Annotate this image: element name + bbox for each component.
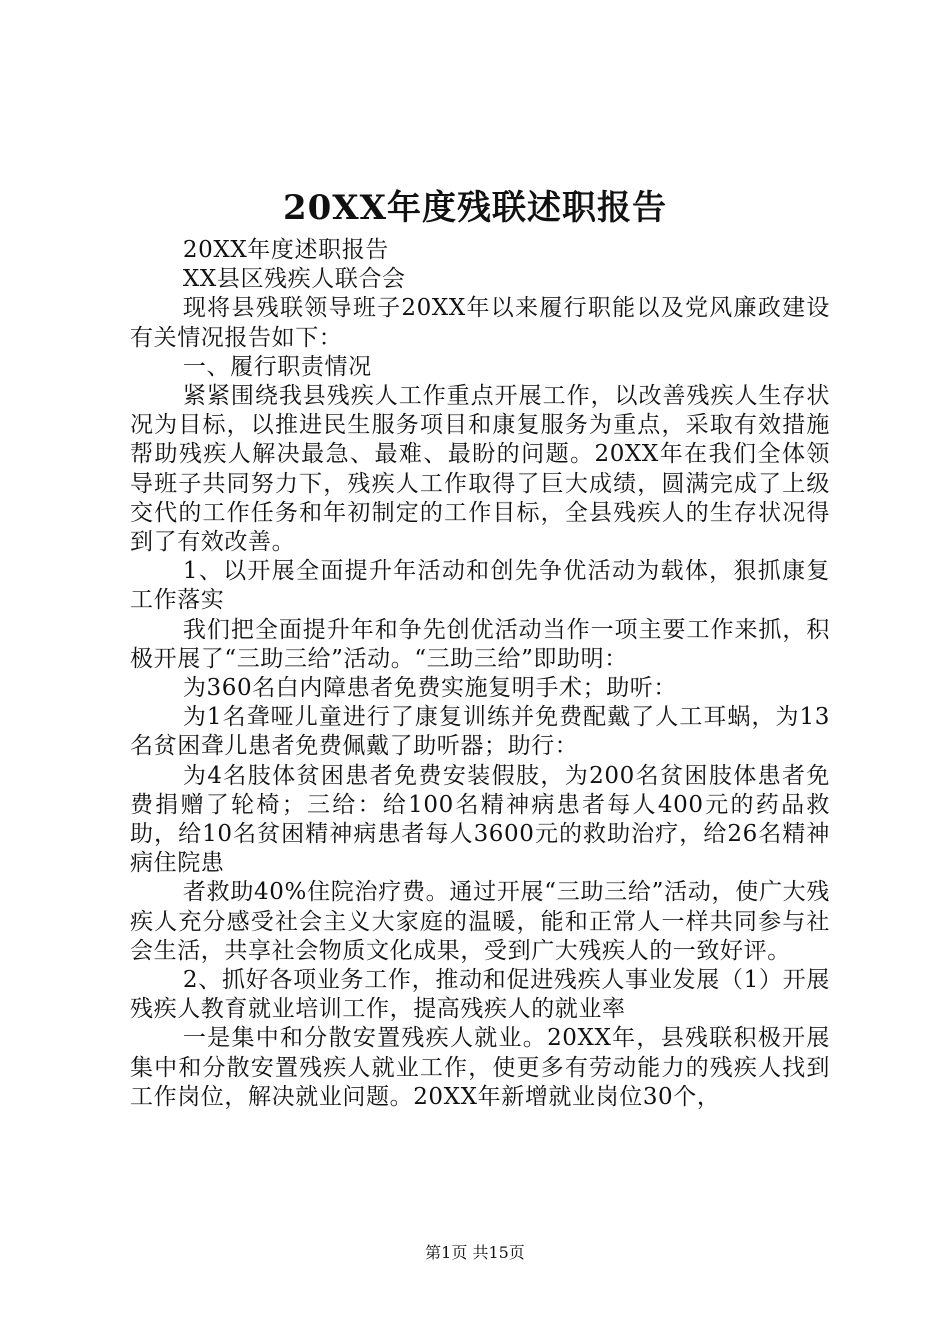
paragraph-duties-summary: 紧紧围绕我县残疾人工作重点开展工作，以改善残疾人生存状况为目标，以推进民生服务项目和康复服务为重点，采取有效措施帮助残疾人解决最急、最难、最盼的问题。20XX年在我们全体领导班子共同努力下，残疾人工作取得了巨大成绩，圆满完成了上级交代的工作任务和年初制定的工作目标，全县残疾人的生存状况得到了有效改善。 xyxy=(130,383,830,556)
page-footer: 第1页 共15页 xyxy=(425,1243,525,1262)
document-title: 20XX年度残联述职报告 xyxy=(282,188,668,228)
subsection-heading-business: 2、抓好各项业务工作，推动和促进残疾人事业发展（1）开展残疾人教育就业培训工作，提高残疾人的就业率 xyxy=(130,967,830,1023)
section-heading-duties: 一、履行职责情况 xyxy=(182,353,372,380)
paragraph-help-mobility: 为4名肢体贫困患者免费安装假肢，为200名贫困肢体患者免费捐赠了轮椅；三给：给100名精神病患者每人400元的药品救助，给10名贫困精神病患者每人3600元的救助治疗，给26名精神病住院患 xyxy=(130,762,830,877)
paragraph-hospital-aid: 者救助40%住院治疗费。通过开展“三助三给”活动，使广大残疾人充分感受社会主义大家庭的温暖，能和正常人一样共同参与社会生活，共享社会物质文化成果，受到广大残疾人的一致好评。 xyxy=(130,879,830,964)
document-body xyxy=(130,236,830,1112)
paragraph-subtitle: 20XX年度述职报告 xyxy=(182,237,389,263)
paragraph-intro: 现将县残联领导班子20XX年以来履行职能以及党风廉政建设有关情况报告如下： xyxy=(130,295,830,351)
paragraph-help-sight: 为360名白内障患者免费实施复明手术；助听： xyxy=(182,675,677,702)
paragraph-three-helps: 我们把全面提升年和争先创优活动当作一项主要工作来抓，积极开展了“三助三给”活动。“三助三给”即助明： xyxy=(130,616,830,672)
paragraph-employment: 一是集中和分散安置残疾人就业。20XX年，县残联积极开展集中和分散安置残疾人就业工作，使更多有劳动能力的残疾人找到工作岗位，解决就业问题。20XX年新增就业岗位30个， xyxy=(130,1025,830,1110)
paragraph-help-hearing: 为1名聋哑儿童进行了康复训练并免费配戴了人工耳蜗，为13名贫困聋儿患者免费佩戴了助听器；助行： xyxy=(130,704,830,760)
paragraph-organization: XX县区残疾人联合会 xyxy=(182,266,406,293)
subsection-heading-rehab: 1、以开展全面提升年活动和创先争优活动为载体，狠抓康复工作落实 xyxy=(130,558,830,614)
